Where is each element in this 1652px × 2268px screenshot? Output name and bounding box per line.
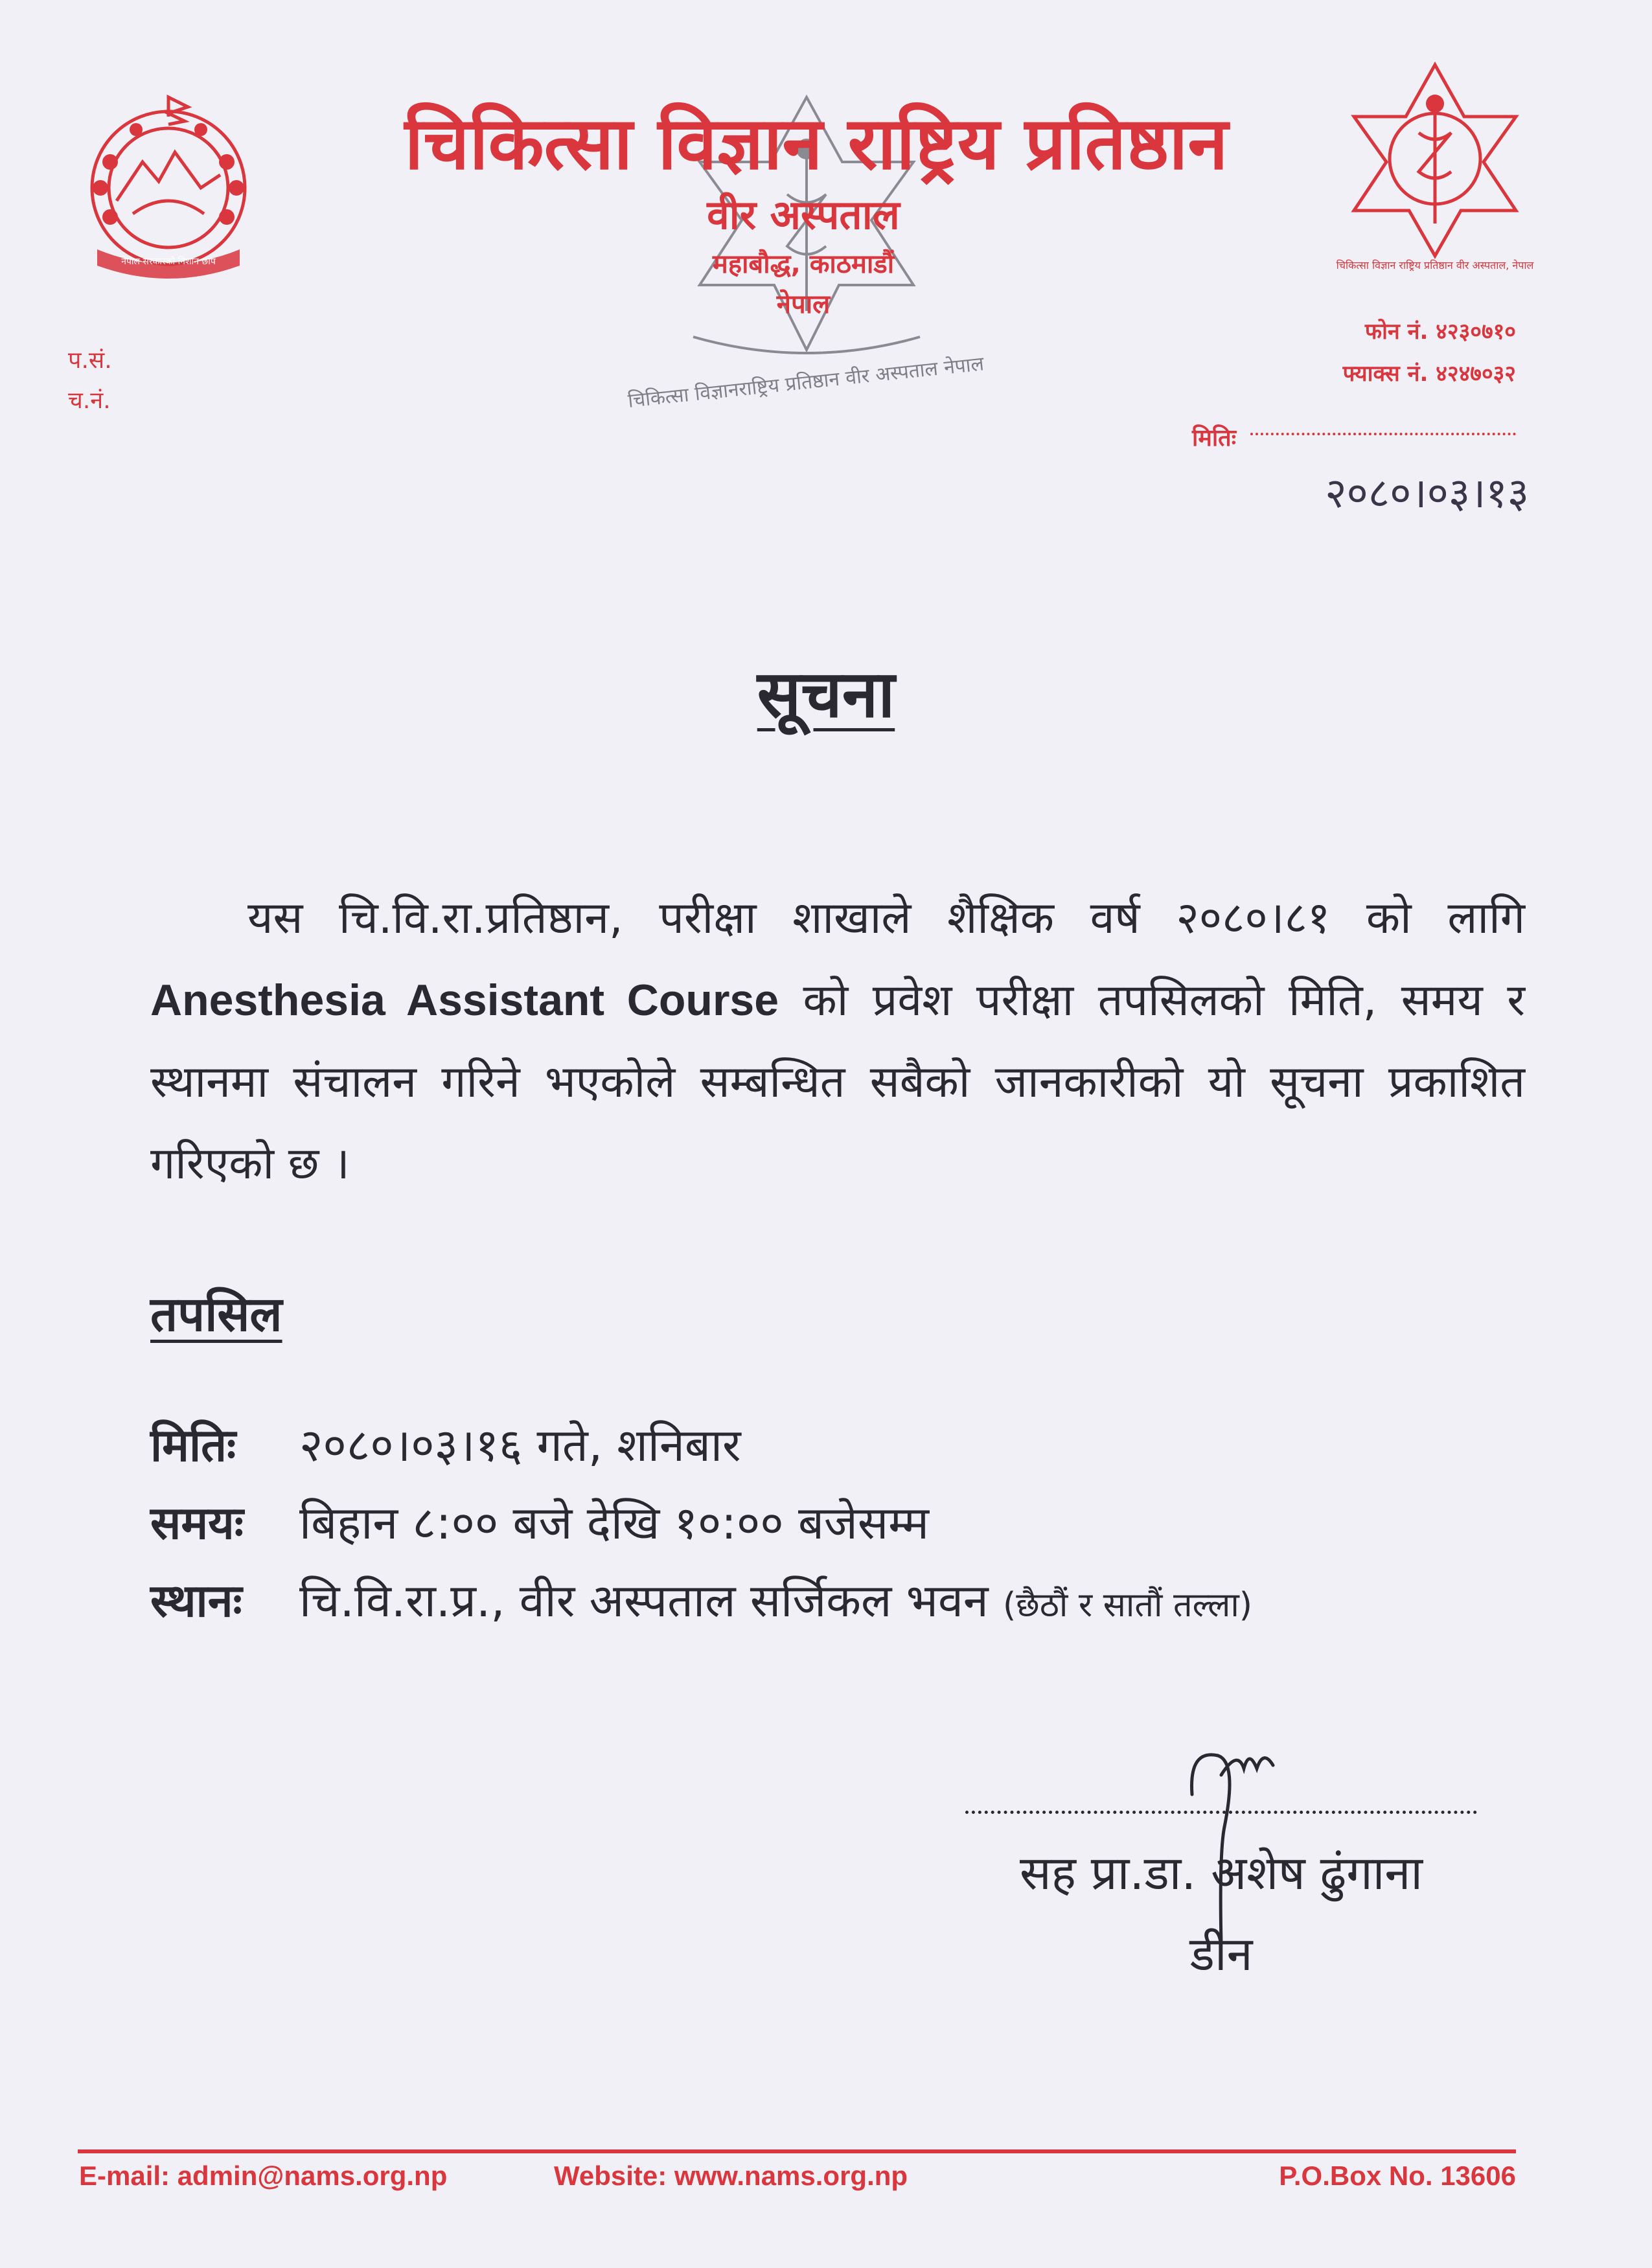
government-emblem-icon bbox=[71, 91, 266, 285]
reference-number-label: प.सं. bbox=[68, 347, 112, 374]
exam-place-value: चि.वि.रा.प्र., वीर अस्पताल सर्जिकल भवन bbox=[299, 1574, 989, 1627]
footer-po-box: P.O.Box No. 13606 bbox=[1279, 2160, 1516, 2191]
footer-divider bbox=[78, 2149, 1516, 2153]
footer-email: E-mail: admin@nams.org.np bbox=[79, 2160, 448, 2191]
exam-time-value: बिहान ८:०० बजे देखि १०:०० बजेसम्म bbox=[299, 1496, 929, 1550]
paragraph-start: यस चि.वि.रा.प्रतिष्ठान, परीक्षा शाखाले शैक्षिक वर्ष २०८०।८१ को लागि bbox=[247, 893, 1525, 944]
notice-paragraph bbox=[150, 878, 1525, 1205]
emblem-left-text: नेपाल सरकारको निशान छाप bbox=[121, 257, 216, 267]
hospital-country: नेपाल bbox=[776, 290, 831, 319]
exam-place-note: (छैठौं र सातौं तल्ला) bbox=[1002, 1586, 1253, 1625]
emblem-right-text: चिकित्सा विज्ञान राष्ट्रिय प्रतिष्ठान वीर अस्पताल, नेपाल bbox=[1336, 259, 1534, 271]
paragraph-end: को प्रवेश परीक्षा तपसिलको मिति, समय र स्थानमा संचालन गरिने भएकोले सम्बन्धित सबैको जानकारीको यो सूचना प्रकाशित गरिएको छ । bbox=[150, 975, 1526, 1189]
organization-name: चिकित्सा विज्ञान राष्ट्रिय प्रतिष्ठान bbox=[404, 102, 1228, 186]
phone-number: फोन नं. ४२३०७१० bbox=[1364, 319, 1516, 345]
exam-date-row bbox=[150, 1412, 1576, 1474]
fax-number: फ्याक्स नं. ४२४७०३२ bbox=[1342, 361, 1516, 387]
hospital-name: वीर अस्पताल bbox=[707, 191, 900, 238]
signer-title: डीन bbox=[1189, 1927, 1253, 1981]
course-name: Anesthesia Assistant Course bbox=[150, 976, 779, 1025]
exam-time-row bbox=[150, 1490, 1576, 1552]
exam-place-label: स्थानः bbox=[150, 1574, 242, 1627]
signer-name: सह प्रा.डा. अशेष ढुंगाना bbox=[1019, 1846, 1423, 1900]
signature-dotted-line bbox=[965, 1811, 1477, 1814]
date-label: मितिः bbox=[1192, 425, 1236, 452]
notice-title-text: सूचना bbox=[757, 656, 895, 732]
notice-title bbox=[0, 648, 1652, 736]
letter-date: २०८०।०३।१३ bbox=[1325, 470, 1529, 518]
seal-text: चिकित्सा विज्ञानराष्ट्रिय प्रतिष्ठान वीर अस्पताल नेपाल bbox=[626, 352, 985, 413]
hospital-location: महाबौद्ध, काठमाडौं bbox=[712, 249, 895, 279]
nams-star-logo-icon bbox=[1336, 62, 1534, 282]
dispatch-number-label: च.नं. bbox=[68, 387, 111, 414]
exam-time-label: समयः bbox=[150, 1496, 244, 1550]
date-dotted-line bbox=[1250, 433, 1516, 435]
footer-website: Website: www.nams.org.np bbox=[554, 2160, 908, 2191]
exam-date-value: २०८०।०३।१६ गते, शनिबार bbox=[299, 1419, 741, 1472]
exam-place-row bbox=[150, 1568, 1576, 1630]
exam-date-label: मितिः bbox=[150, 1419, 236, 1472]
details-heading: तपसिल bbox=[150, 1287, 282, 1342]
